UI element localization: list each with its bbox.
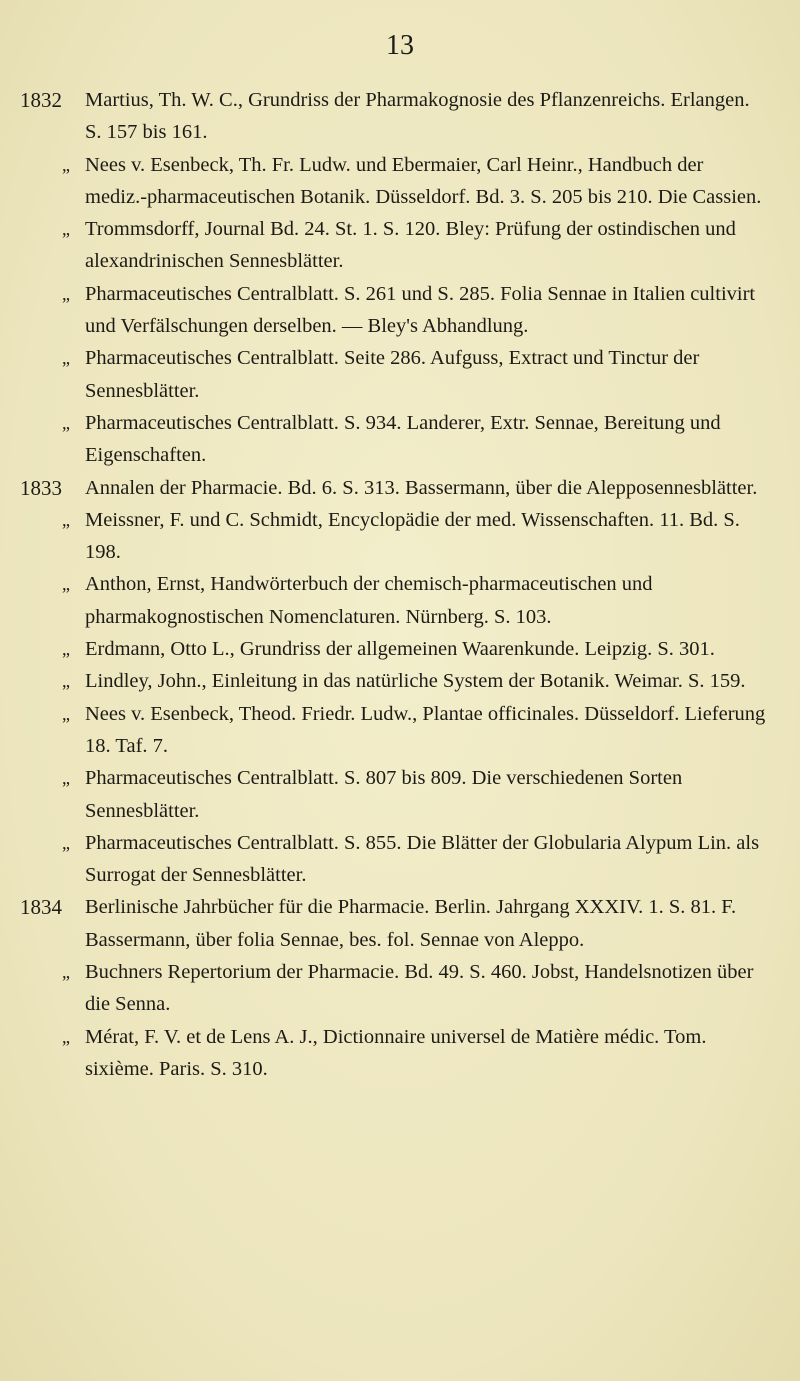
ditto-mark: „ (62, 412, 70, 433)
entry-text: Anthon, Ernst, Handwörterbuch der chemisch-pharmaceutischen und pharmakognostischen Nomenclaturen. Nürnberg. S. 103. (85, 573, 653, 628)
ditto-mark: „ (62, 671, 70, 692)
entry-text: Mérat, F. V. et de Lens A. J., Dictionnaire universel de Matière médic. Tom. sixième. Paris. S. 310. (85, 1025, 707, 1080)
entry-text: Lindley, John., Einleitung in das natürliche System der Botanik. Weimar. S. 159. (85, 670, 746, 693)
ditto-mark: „ (62, 639, 70, 660)
bibliography-list (0, 84, 800, 1085)
bibliography-entry (0, 827, 800, 892)
entry-text: Pharmaceutisches Centralblatt. Seite 286. Aufguss, Extract und Tinctur der Sennesblätter. (85, 347, 700, 402)
entry-text: Nees v. Esenbeck, Theod. Friedr. Ludw., Plantae officinales. Düsseldorf. Lieferung 18. Taf. 7. (85, 702, 766, 757)
entry-year: 1834 (20, 895, 62, 920)
entry-text: Pharmaceutisches Centralblatt. S. 261 und S. 285. Folia Sennae in Italien cultivirt und Verfälschungen derselben. — Bley's Abhandlung. (85, 282, 756, 338)
bibliography-entry (0, 633, 800, 665)
bibliography-entry (0, 568, 800, 633)
entry-text: Trommsdorff, Journal Bd. 24. St. 1. S. 120. Bley: Prüfung der ostindischen und alexandrinischen Sennesblätter. (85, 218, 736, 273)
entry-text: Annalen der Pharmacie. Bd. 6. S. 313. Bassermann, über die Alepposennesblätter. (85, 476, 758, 499)
bibliography-entry (0, 956, 800, 1021)
entry-text: Buchners Repertorium der Pharmacie. Bd. 49. S. 460. Jobst, Handelsnotizen über die Senna. (85, 961, 754, 1016)
entry-year: 1832 (20, 88, 62, 112)
entry-text: Pharmaceutisches Centralblatt. S. 855. Die Blätter der Globularia Alypum Lin. als Surrogat der Sennesblätter. (85, 831, 760, 887)
entry-text: Martius, Th. W. C., Grundriss der Pharmakognosie des Pflanzenreichs. Erlangen. S. 157 bis 161. (85, 89, 750, 144)
ditto-mark: „ (62, 832, 70, 853)
entry-text: Berlinische Jahrbücher für die Pharmacie. Berlin. Jahrgang XXXIV. 1. S. 81. F. Bassermann, über folia Sennae, bes. fol. Sennae von Aleppo. (85, 896, 737, 951)
bibliography-entry (0, 278, 800, 343)
bibliography-entry (0, 472, 800, 504)
entry-text: Erdmann, Otto L., Grundriss der allgemeinen Waarenkunde. Leipzig. S. 301. (85, 638, 715, 661)
bibliography-entry (0, 84, 800, 149)
bibliography-entry (0, 149, 800, 214)
ditto-mark: „ (62, 768, 70, 789)
entry-text: Meissner, F. und C. Schmidt, Encyclopädie der med. Wissenschaften. 11. Bd. S. 198. (85, 508, 740, 564)
entry-year: 1833 (20, 475, 62, 500)
ditto-mark: „ (62, 1026, 70, 1047)
page-number: 13 (386, 30, 414, 61)
entry-text: Pharmaceutisches Centralblatt. S. 807 bis 809. Die verschiedenen Sorten Sennesblätter. (85, 767, 683, 822)
ditto-mark: „ (62, 154, 70, 175)
ditto-mark: „ (62, 703, 70, 724)
ditto-mark: „ (62, 348, 70, 369)
bibliography-entry (0, 407, 800, 472)
bibliography-entry (0, 762, 800, 827)
ditto-mark: „ (62, 962, 70, 983)
bibliography-entry (0, 698, 800, 763)
ditto-mark: „ (62, 283, 70, 304)
entry-text: Nees v. Esenbeck, Th. Fr. Ludw. und Ebermaier, Carl Heinr., Handbuch der mediz.-pharmaceutischen Botanik. Düsseldorf. Bd. 3. S. 205 bis 210. Die Cassien. (85, 153, 762, 208)
bibliography-entry (0, 342, 800, 407)
ditto-mark: „ (62, 509, 70, 530)
ditto-mark: „ (62, 219, 70, 240)
ditto-mark: „ (62, 574, 70, 595)
entry-text: Pharmaceutisches Centralblatt. S. 934. Landerer, Extr. Sennae, Bereitung und Eigenschaften. (85, 411, 721, 467)
bibliography-entry (0, 504, 800, 569)
bibliography-entry (0, 1021, 800, 1086)
bibliography-entry (0, 665, 800, 697)
bibliography-entry (0, 213, 800, 278)
bibliography-entry (0, 891, 800, 956)
